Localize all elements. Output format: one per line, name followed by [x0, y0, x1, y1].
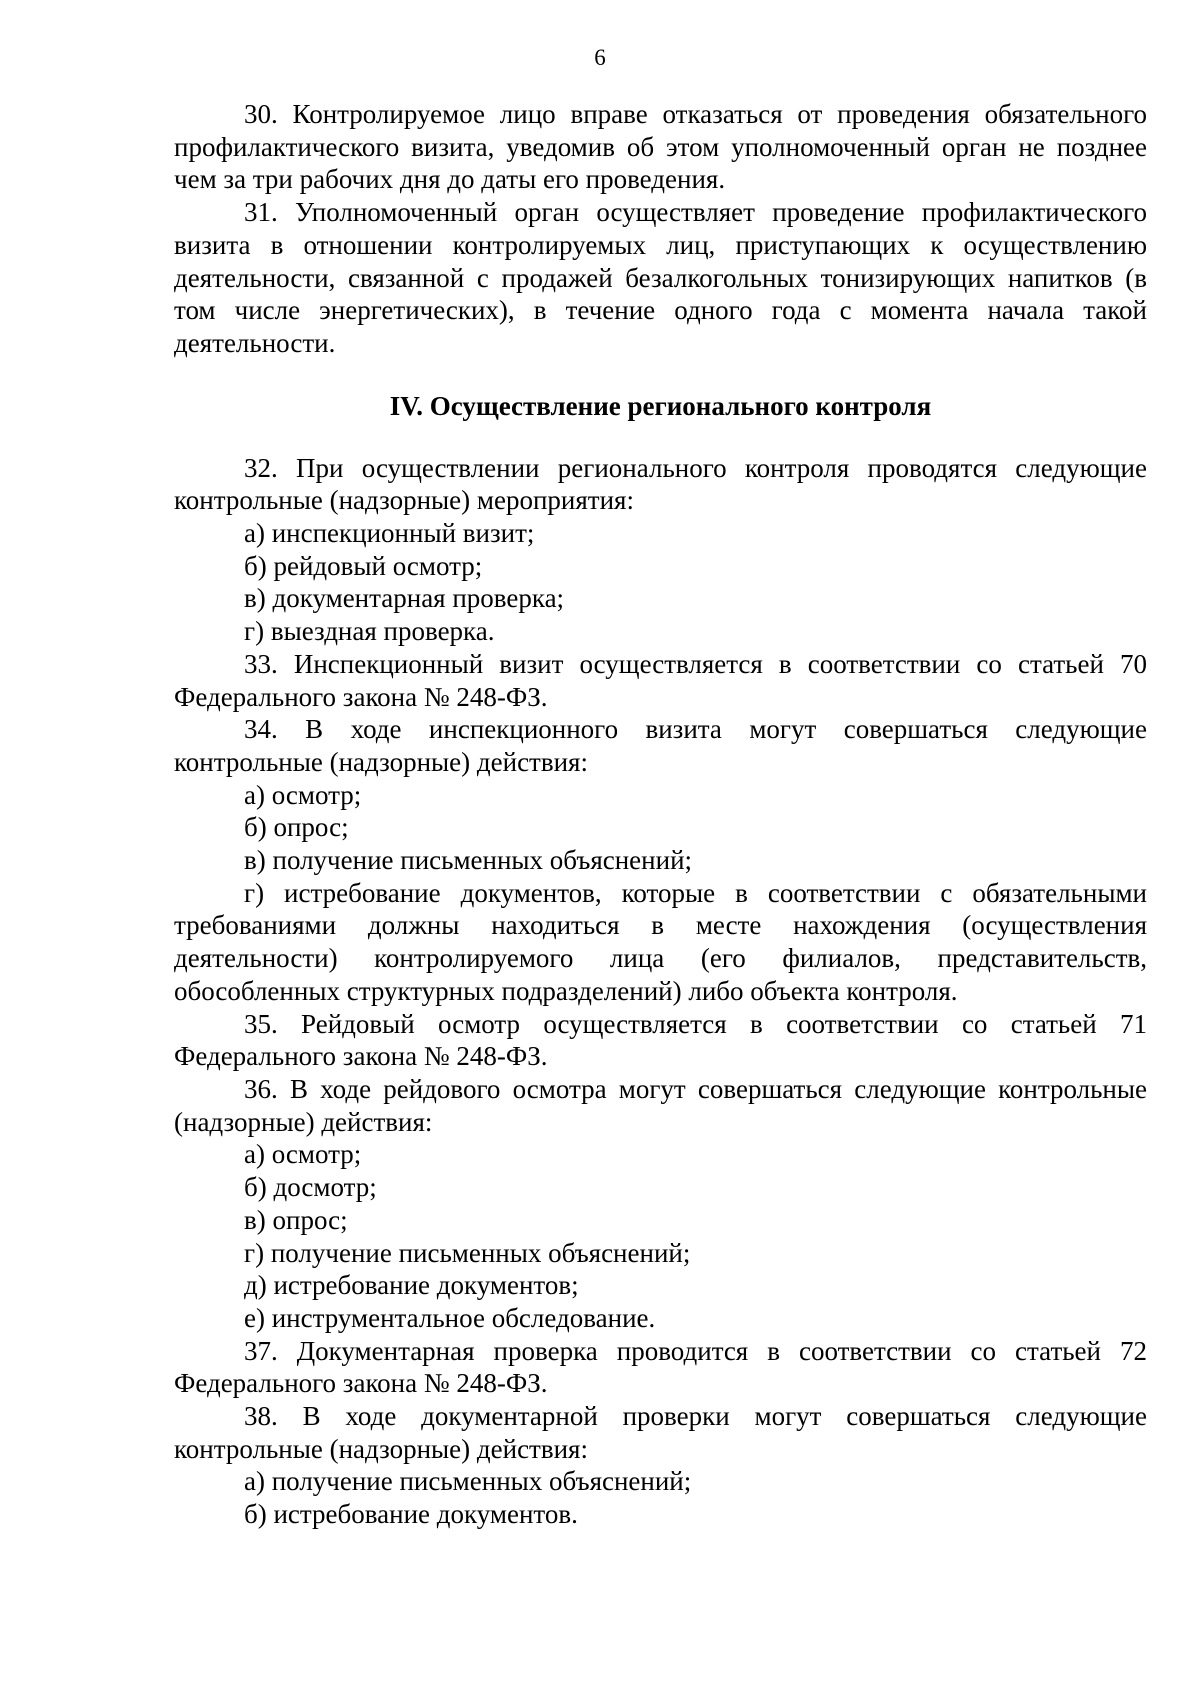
- paragraph-35: 35. Рейдовый осмотр осуществляется в соответствии со статьей 71 Федерального закона № 248-ФЗ.: [174, 1008, 1147, 1072]
- list-item: б) опрос;: [244, 812, 349, 843]
- list-item: е) инструментальное обследование.: [244, 1302, 656, 1333]
- paragraph-36: 36. В ходе рейдового осмотра могут совершаться следующие контрольные (надзорные) действия:: [174, 1073, 1147, 1137]
- list-item: в) документарная проверка;: [244, 583, 565, 614]
- paragraph-31: 31. Уполномоченный орган осуществляет проведение профилактического визита в отношении контролируемых лиц, приступающих к осуществлению деятельности, связанной с продажей безалкогольных тонизирующих напитков (в том числе энергетических), в течение одного года с момента начала такой деятельности.: [174, 197, 1147, 358]
- paragraph-34: 34. В ходе инспекционного визита могут совершаться следующие контрольные (надзорные) действия:: [174, 714, 1147, 777]
- list-item: а) осмотр;: [244, 779, 362, 810]
- section-heading: IV. Осуществление регионального контроля: [389, 390, 932, 421]
- paragraph-32: 32. При осуществлении регионального контроля проводятся следующие контрольные (надзорные) мероприятия:: [174, 452, 1147, 516]
- list-item: б) рейдовый осмотр;: [244, 550, 483, 581]
- list-item: г) выездная проверка.: [244, 616, 495, 647]
- list-item: б) досмотр;: [244, 1172, 377, 1203]
- list-item: в) получение письменных объяснений;: [244, 845, 693, 876]
- list-item: а) осмотр;: [244, 1139, 362, 1170]
- document-body: [174, 98, 1147, 1531]
- list-item: г) получение письменных объяснений;: [244, 1237, 691, 1268]
- list-item: б) истребование документов.: [244, 1499, 578, 1530]
- page-number: 6: [594, 45, 606, 70]
- paragraph-30: 30. Контролируемое лицо вправе отказаться от проведения обязательного профилактического визита, уведомив об этом уполномоченный орган не позднее чем за три рабочих дня до даты его проведения.: [174, 99, 1147, 195]
- list-item: а) получение письменных объяснений;: [244, 1466, 692, 1497]
- paragraph-34-g: г) истребование документов, которые в соответствии с обязательными требованиями должны находиться в месте нахождения (осуществления деятельности) контролируемого лица (его филиалов, представительств, обособленных структурных подразделений) либо объекта контроля.: [174, 877, 1147, 1006]
- list-item: в) опрос;: [244, 1204, 348, 1235]
- paragraph-37: 37. Документарная проверка проводится в соответствии со статьей 72 Федерального закона № 248-ФЗ.: [174, 1335, 1147, 1399]
- list-item: а) инспекционный визит;: [244, 518, 535, 549]
- paragraph-38: 38. В ходе документарной проверки могут совершаться следующие контрольные (надзорные) действия:: [174, 1401, 1147, 1464]
- paragraph-33: 33. Инспекционный визит осуществляется в соответствии со статьей 70 Федерального закона № 248-ФЗ.: [174, 648, 1147, 712]
- list-item: д) истребование документов;: [244, 1270, 579, 1301]
